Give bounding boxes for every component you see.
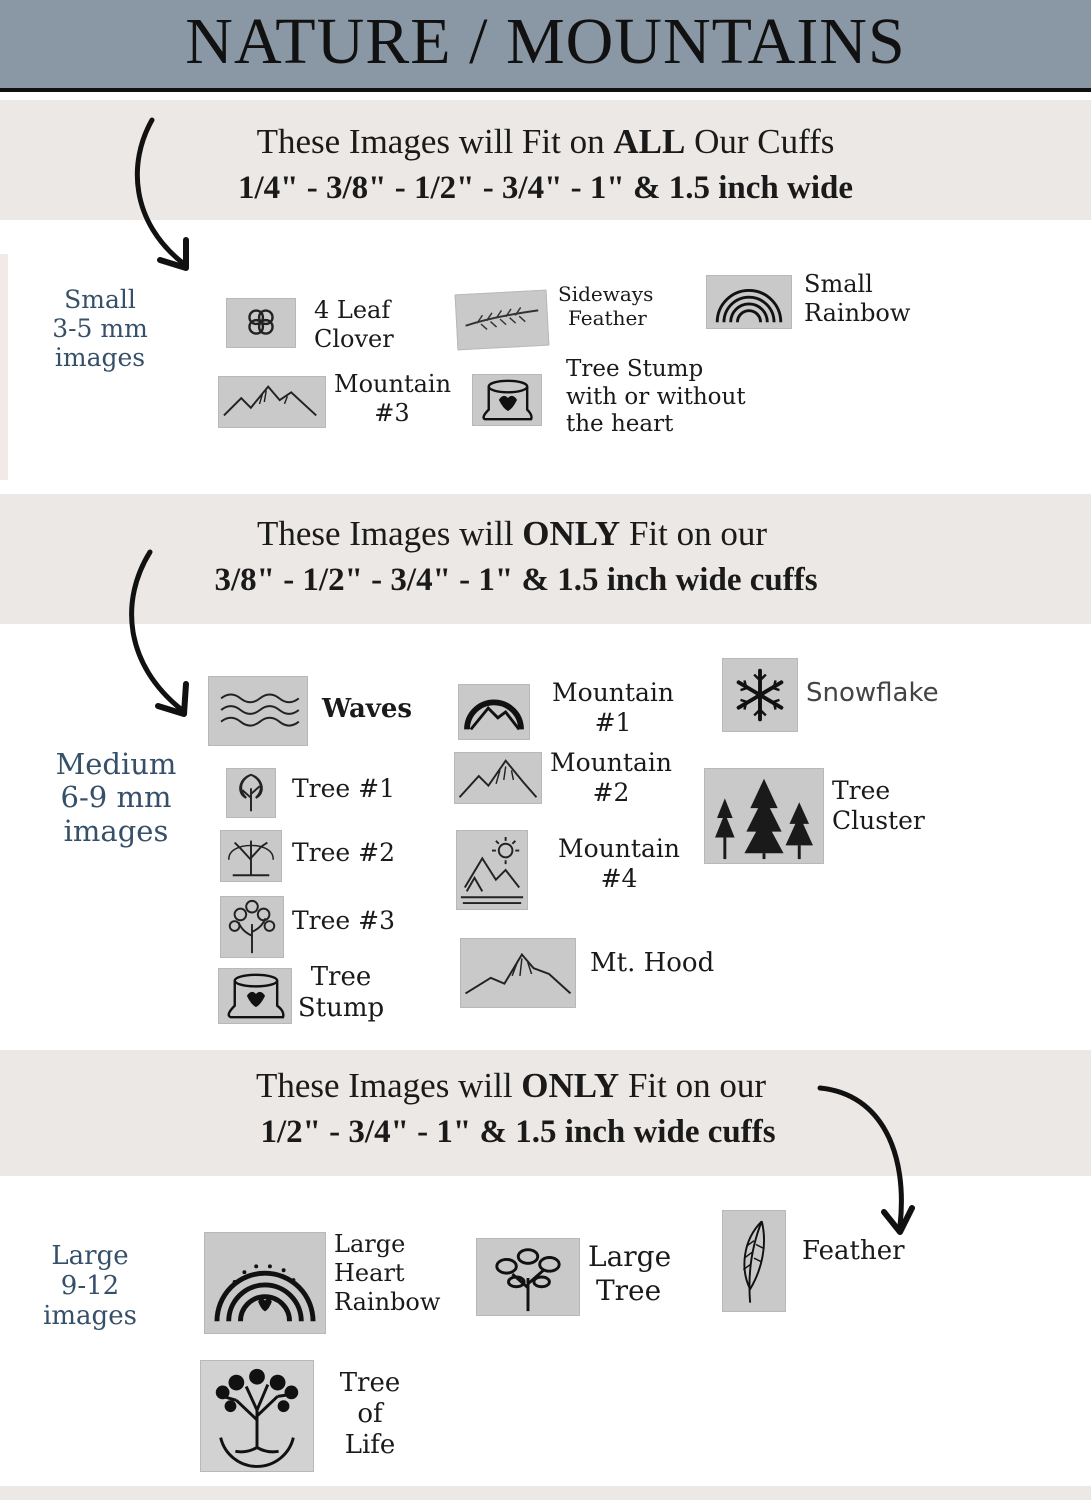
tree-of-life-icon <box>200 1360 314 1472</box>
item-caption-tree-stump: Tree Stump with or without the heart <box>566 356 746 438</box>
footer-band <box>0 1486 1091 1500</box>
item-caption-tree-2: Tree #2 <box>292 838 396 867</box>
mountain-icon <box>458 684 530 740</box>
item-caption-small-rainbow: Small Rainbow <box>804 270 911 327</box>
item-caption-clover: 4 Leaf Clover <box>314 296 394 353</box>
section-header-line1: These Images will ONLY Fit on our <box>255 1066 767 1105</box>
curved-arrow-icon <box>120 112 210 282</box>
item-caption-large-tree: Large Tree <box>588 1240 672 1307</box>
item-caption-tree-1: Tree #1 <box>292 774 396 803</box>
item-caption-mountain-3: Mountain #3 <box>334 370 452 427</box>
item-caption-mountain-1: Mountain #1 <box>552 678 674 737</box>
item-caption-sideways-feather: Sideways Feather <box>558 282 654 330</box>
tree-icon <box>220 896 284 958</box>
rainbow-icon <box>706 275 792 329</box>
tree-cluster-icon <box>704 768 824 864</box>
section-header-line2: 1/4" - 3/8" - 1/2" - 3/4" - 1" & 1.5 inch wide <box>238 170 853 206</box>
curved-arrow-icon <box>112 544 202 724</box>
mountain-sun-icon <box>456 830 528 910</box>
snowflake-icon <box>722 658 798 732</box>
item-caption-mountain-2: Mountain #2 <box>550 748 672 807</box>
curved-arrow-icon <box>812 1074 922 1244</box>
divider <box>0 254 8 480</box>
size-label-medium: Medium 6-9 mm images <box>55 747 177 848</box>
mountain-icon <box>454 752 542 804</box>
section-header-large <box>0 1050 1091 1176</box>
item-caption-tree-of-life: Tree of Life <box>339 1368 401 1461</box>
size-label-small: Small 3-5 mm images <box>52 285 148 372</box>
item-caption-mountain-4: Mountain #4 <box>558 834 680 893</box>
page-title: NATURE / MOUNTAINS <box>185 5 906 78</box>
item-caption-tree-cluster: Tree Cluster <box>832 776 925 835</box>
waves-icon <box>208 676 308 746</box>
clover-icon <box>226 298 296 348</box>
section-header-line1: These Images will ONLY Fit on our <box>256 514 768 553</box>
mountain-icon <box>460 938 576 1008</box>
item-caption-mt-hood: Mt. Hood <box>590 948 715 978</box>
item-caption-large-heart-rainbow: Large Heart Rainbow <box>334 1230 441 1316</box>
feather-icon <box>455 290 550 351</box>
section-header-line1: These Images will Fit on ALL Our Cuffs <box>256 122 835 161</box>
heart-rainbow-icon <box>204 1232 326 1334</box>
tree-icon <box>226 768 276 818</box>
tree-stump-icon <box>472 374 542 426</box>
item-caption-tree-stump-medium: Tree Stump <box>297 962 385 1024</box>
item-caption-tree-3: Tree #3 <box>292 906 396 935</box>
mountain-icon <box>218 376 326 428</box>
item-caption-waves: Waves <box>322 694 413 724</box>
item-caption-feather: Feather <box>802 1236 905 1266</box>
section-header-line2: 1/2" - 3/4" - 1" & 1.5 inch wide cuffs <box>260 1114 776 1150</box>
tree-stump-icon <box>218 968 292 1024</box>
feather-icon <box>722 1210 786 1312</box>
section-header-line2: 3/8" - 1/2" - 3/4" - 1" & 1.5 inch wide cuffs <box>214 562 818 598</box>
item-caption-snowflake: Snowflake <box>806 678 939 708</box>
tree-icon <box>220 830 282 882</box>
size-label-large: Large 9-12 images <box>43 1241 137 1331</box>
tree-icon <box>476 1238 580 1316</box>
